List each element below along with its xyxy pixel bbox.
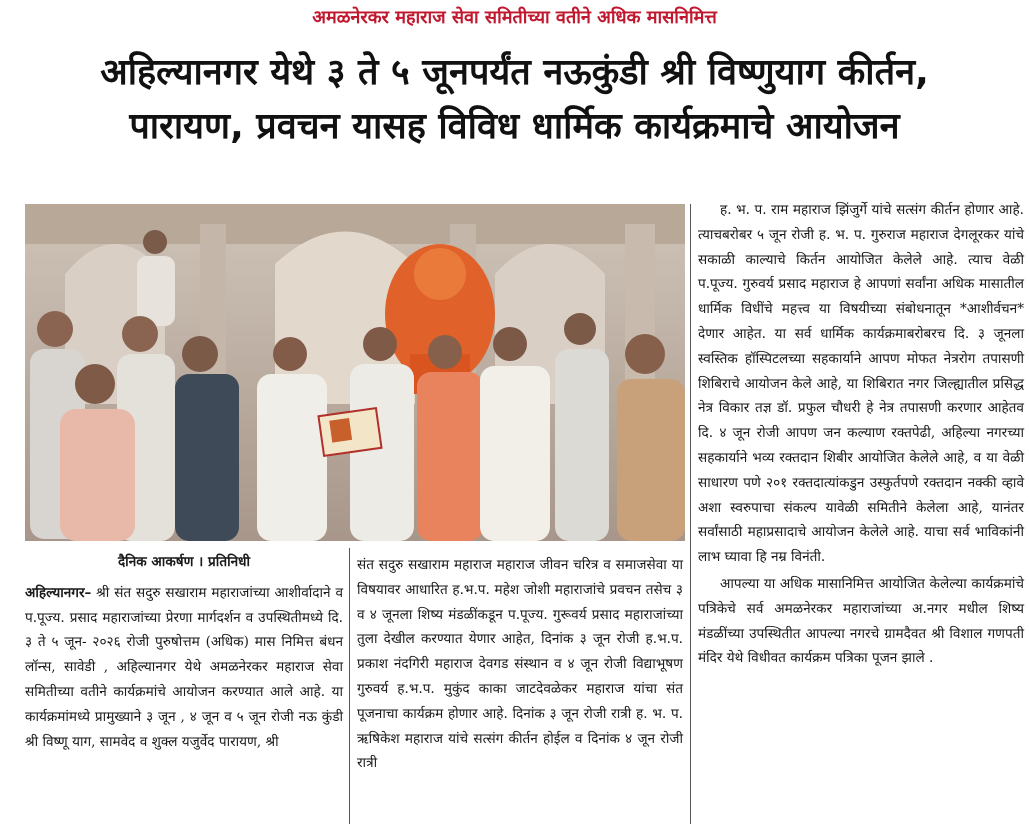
column-3-paragraph-1: ह. भ. प. राम महाराज झिंजुर्गे यांचे सत्संग कीर्तन होणार आहे. त्याचबरोबर ५ जून रोजी ह. भ. प. गुरुराज महाराज देगलूरकर यांचे सकाळी काल्याचे किर्तन आयोजित केलेले आहे. त्याच वेळी प.पूज्य. गुरुवर्य प्रसाद महाराज हे आपणां सर्वांना अधिक मासातील धार्मिक विधींचे महत्त्व या विषयीच्या संबोधनातून *आशीर्वचन* देणार आहेत. या सर्व धार्मिक कार्यक्रमाबरोबरच दि. ३ जूनला स्वस्तिक हॉस्पिटलच्या सहकार्याने आपण मोफत नेत्ररोग तपासणी शिबिराचे आयोजन केले आहे, या शिबिरात नगर जिल्ह्यातील प्रसिद्ध नेत्र विकार तज्ञ डॉ. प्रफुल चौधरी हे नेत्र तपासणी करणार आहेतव दि. ४ जून रोजी आपण जन कल्याण रक्तपेढी, अहिल्या नगरच्या सहकार्याने भव्य रक्तदान शिबीर आयोजित केलेले आहे, व या वेळी साधारण पणे २०१ रक्तदात्यांकडुन उस्फुर्तपणे रक्तदान नक्की व्हावे अशा स्वरुपाचा संकल्प यावेळी समितीने केलेला आहे, यानंतर सर्वांसाठी महाप्रसादाचे आयोजन केलेले आहे. याचा सर्व भाविकांनी लाभ घ्यावा हि नम्र विनंती.: [698, 202, 1024, 566]
column-divider-1: [349, 548, 350, 824]
article-column-2: [357, 553, 683, 776]
article-column-1: [25, 550, 343, 754]
article-headline: [0, 46, 1029, 154]
headline-line-1: अहिल्यानगर येथे ३ ते ५ जूनपर्यंत नऊकुंडी श्री विष्णुयाग कीर्तन,: [100, 52, 929, 93]
news-photo: [25, 204, 685, 541]
column-2-text: संत सदुरु सखाराम महाराज महाराज जीवन चरित्र व समाजसेवा या विषयावर आधारित ह.भ.प. महेश जोशी महाराजांचे प्रवचन तसेच ३ व ४ जूनला शिष्य मंडळींकडून प.पूज्य. गुरूवर्य प्रसाद महाराजांच्या तुला देखील करण्यात येणार आहेत, दिनांक ३ जून रोजी ह.भ.प. प्रकाश नंदगिरी महाराज देवगड संस्थान व ४ जून रोजी विद्याभूषण गुरुवर्य ह.भ.प. मुकुंद काका जाटदेवळेकर महाराज यांचा संत पूजनाचा कार्यक्रम होणार आहे. दिनांक ३ जून रोजी रात्री ह. भ. प. ऋषिकेश महाराज यांचे सत्संग कीर्तन होईल व दिनांक ४ जून रोजी रात्री: [357, 557, 683, 772]
column-divider-2: [690, 204, 691, 824]
column-3-paragraph-2: आपल्या या अधिक मासानिमित्त आयोजित केलेल्या कार्यक्रमांचे पत्रिकेचे सर्व अमळनेरकर महाराजांच्या अ.नगर मधील शिष्य मंडळींच्या उपस्थितीत आपल्या नगरचे ग्रामदैवत श्री विशाल गणपती मंदिर येथे विधीवत कार्यक्रम पत्रिका पूजन झाले .: [698, 575, 1024, 667]
article-column-3: [698, 198, 1024, 671]
headline-line-2: पारायण, प्रवचन यासह विविध धार्मिक कार्यक्रमाचे आयोजन: [129, 106, 900, 147]
article-kicker: अमळनेरकर महाराज सेवा समितीच्या वतीने अधिक मासनिमित्त: [312, 7, 717, 28]
byline: दैनिक आकर्षण । प्रतिनिधी: [117, 554, 251, 570]
column-1-text: श्री संत सदुरु सखाराम महाराजांच्या आशीर्वादाने व प.पूज्य. प्रसाद महाराजांच्या प्रेरणा मार्गदर्शन व उपस्थितीमध्ये दि. ३ ते ५ जून- २०२६ रोजी पुरुषोत्तम (अधिक) मास निमित्त बंधन लॉन्स, सावेडी , अहिल्यानगर येथे अमळनेरकर महाराज सेवा समितीच्या वतीने कार्यक्रमांचे आयोजन करण्यात आले आहे. या कार्यक्रमांमध्ये प्रामुख्याने ३ जून , ४ जून व ५ जून रोजी नऊ कुंडी श्री विष्णू याग, सामवेद व शुक्ल यजुर्वेद पारायण, श्री: [25, 584, 343, 750]
dateline: अहिल्यानगर–: [25, 584, 92, 601]
